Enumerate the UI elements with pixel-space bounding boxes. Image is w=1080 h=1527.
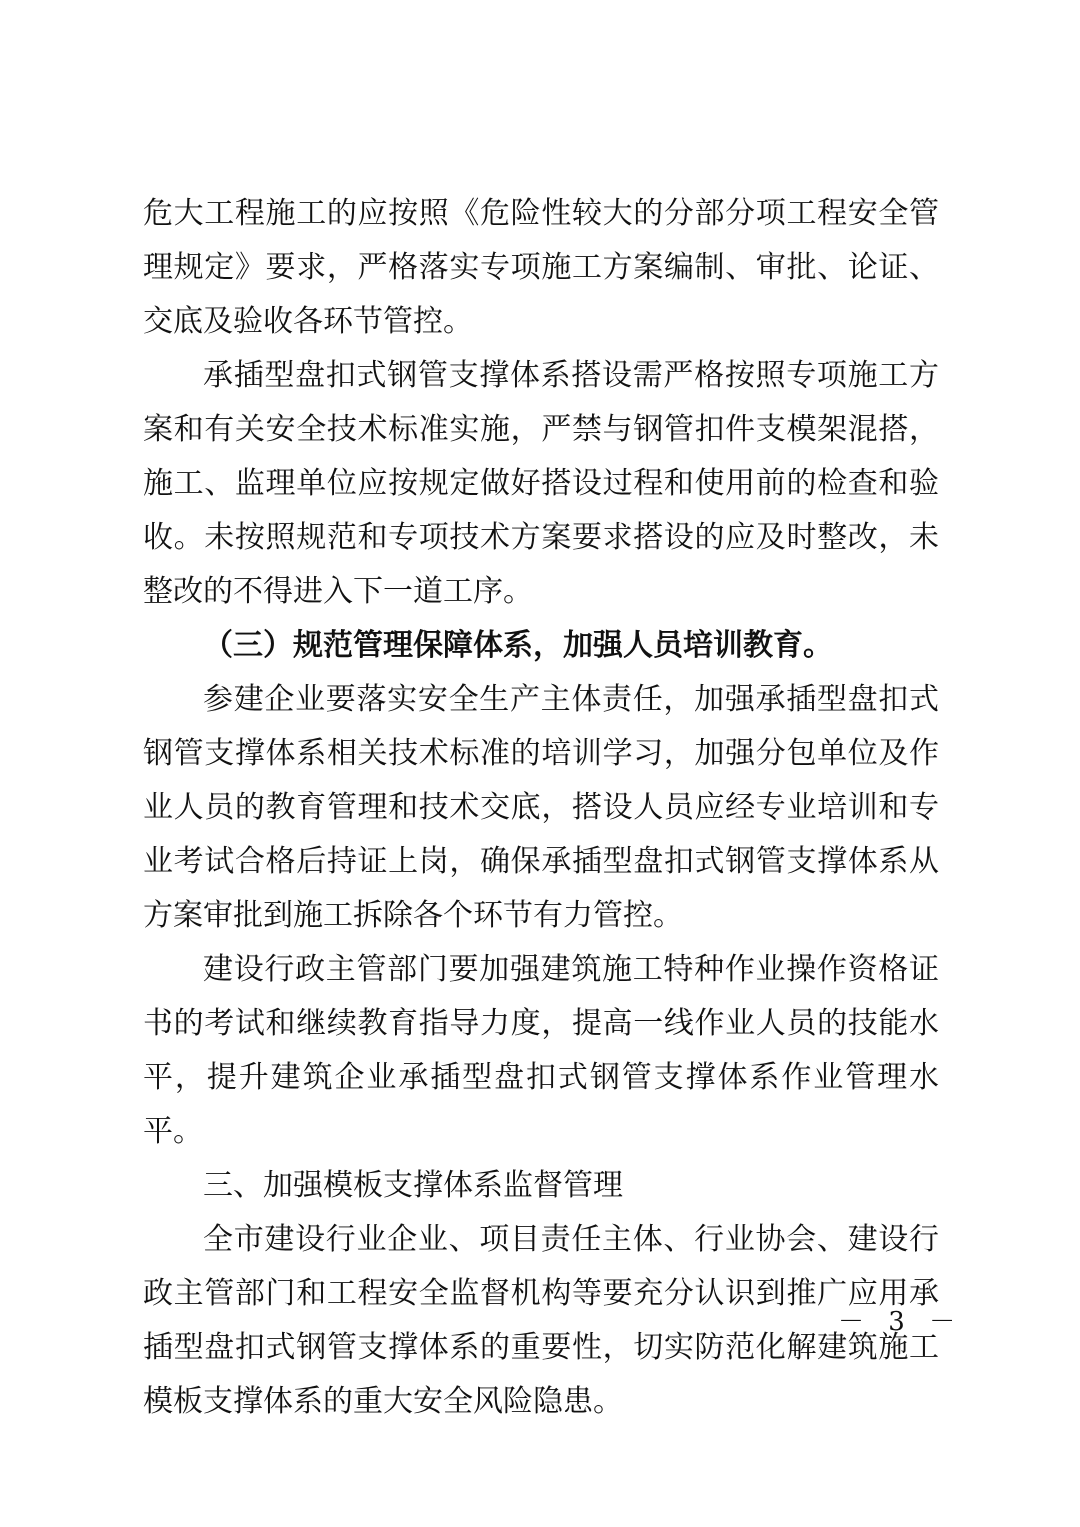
paragraph-supervision: 全市建设行业企业、项目责任主体、行业协会、建设行政主管部门和工程安全监督机构等要充分认识到推广应用承插型盘扣式钢管支撑体系的重要性，切实防范化解建筑施工模板支撑体系的重大安全风险隐患。: [143, 1222, 939, 1419]
subheading-training: （三）规范管理保障体系，加强人员培训教育。: [203, 628, 833, 663]
page-number: － 3 －: [838, 1307, 964, 1337]
document-body: [143, 187, 939, 1429]
paragraph-continued: 危大工程施工的应按照《危险性较大的分部分项工程安全管理规定》要求，严格落实专项施工方案编制、审批、论证、交底及验收各环节管控。: [143, 196, 939, 339]
paragraph-scaffold-setup: 承插型盘扣式钢管支撑体系搭设需严格按照专项施工方案和有关安全技术标准实施，严禁与钢管扣件支模架混搭，施工、监理单位应按规定做好搭设过程和使用前的检查和验收。未按照规范和专项技术方案要求搭设的应及时整改，未整改的不得进入下一道工序。: [143, 358, 939, 609]
section-heading-supervision: 三、加强模板支撑体系监督管理: [203, 1168, 623, 1203]
paragraph-administration: 建设行政主管部门要加强建筑施工特种作业操作资格证书的考试和继续教育指导力度，提高一线作业人员的技能水平，提升建筑企业承插型盘扣式钢管支撑体系作业管理水平。: [143, 952, 939, 1149]
paragraph-enterprise-responsibility: 参建企业要落实安全生产主体责任，加强承插型盘扣式钢管支撑体系相关技术标准的培训学习，加强分包单位及作业人员的教育管理和技术交底，搭设人员应经专业培训和专业考试合格后持证上岗，确保承插型盘扣式钢管支撑体系从方案审批到施工拆除各个环节有力管控。: [143, 682, 939, 933]
